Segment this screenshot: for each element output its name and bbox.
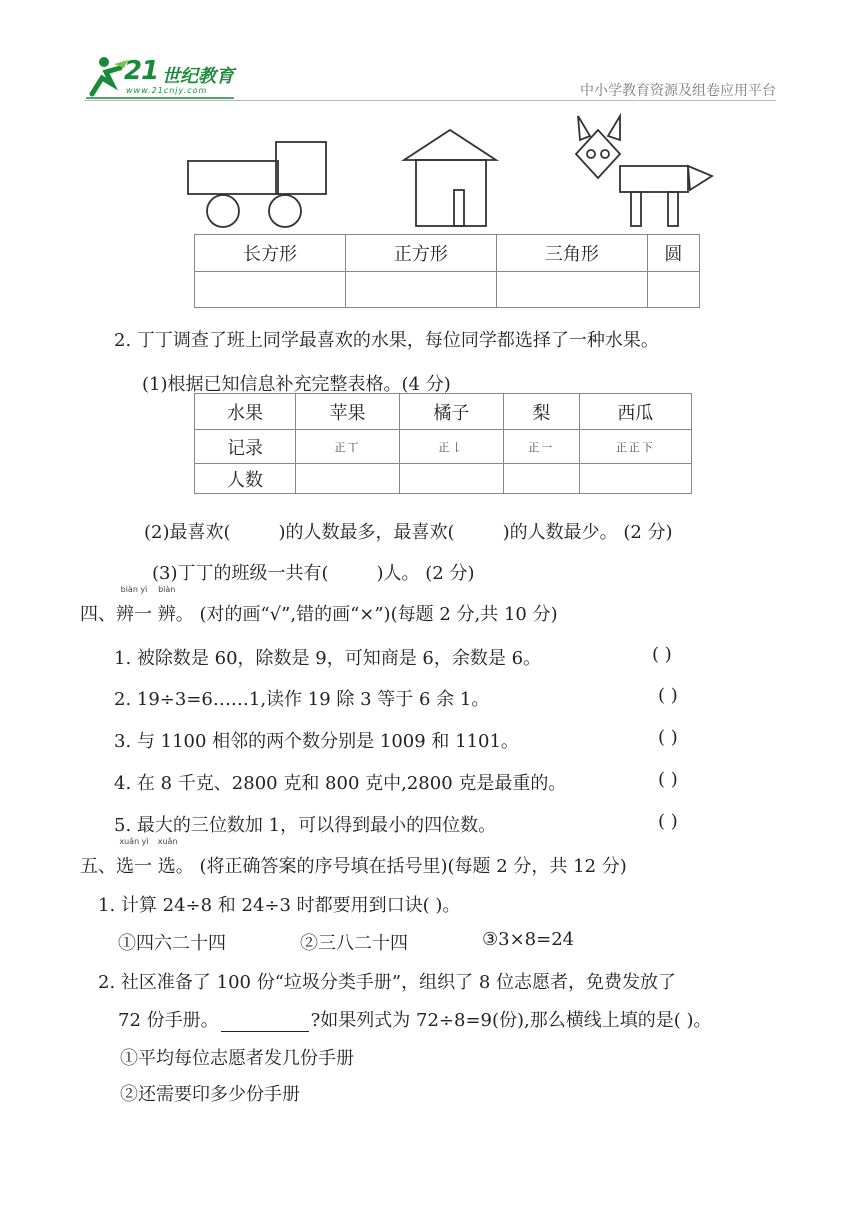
record-pear: 正一 <box>503 430 579 464</box>
header-circle: 圆 <box>647 235 699 272</box>
q2-title: 2. 丁丁调查了班上同学最喜欢的水果，每位同学都选择了一种水果。 <box>114 330 659 351</box>
shapes-count-table <box>194 234 700 308</box>
fruit-table <box>194 393 692 494</box>
section4-pinyin1: biàn yì <box>120 585 148 594</box>
record-orange: 正𠄌 <box>399 430 503 464</box>
logo-number: 21 <box>124 56 159 86</box>
answer-cell-rectangle[interactable] <box>195 272 346 308</box>
choice-q2-line1: 2. 社区准备了 100 份“垃圾分类手册”，组织了 8 位志愿者，免费发放了 <box>98 972 676 993</box>
judge-item-4: 4. 在 8 千克、2800 克和 800 克中,2800 克是最重的。 <box>114 773 567 794</box>
animal-drawing <box>576 116 712 226</box>
section4-pinyin2: biàn <box>158 585 176 594</box>
fruit-pear: 梨 <box>503 394 579 430</box>
choice-q2-line2: 72 份手册。 ?如果列式为 72÷8=9(份),那么横线上填的是( )。 <box>118 1010 712 1031</box>
section5-pinyin1: xuǎn yì <box>119 837 149 846</box>
fruit-col-header: 水果 <box>195 394 296 430</box>
judge-answer-4[interactable]: ( ) <box>658 769 678 790</box>
count-row-header: 人数 <box>195 464 296 494</box>
judge-item-3: 3. 与 1100 相邻的两个数分别是 1009 和 1101。 <box>114 731 519 752</box>
choice-q1-option-3[interactable]: ③3×8=24 <box>482 929 575 950</box>
header-platform-name: 中小学教育资源及组卷应用平台 <box>580 83 776 99</box>
count-pear[interactable] <box>503 464 579 494</box>
house-drawing <box>404 130 496 226</box>
choice-q1: 1. 计算 24÷8 和 24÷3 时都要用到口诀( )。 <box>98 895 461 916</box>
judge-item-1: 1. 被除数是 60，除数是 9，可知商是 6，余数是 6。 <box>114 648 542 669</box>
choice-q1-option-2[interactable]: ②三八二十四 <box>300 933 408 954</box>
choice-q2-option-1[interactable]: ①平均每位志愿者发几份手册 <box>120 1048 354 1069</box>
question-blank-line[interactable] <box>221 1013 309 1032</box>
count-watermelon[interactable] <box>579 464 691 494</box>
count-orange[interactable] <box>399 464 503 494</box>
record-row-header: 记录 <box>195 430 296 464</box>
record-watermelon: 正正下 <box>579 430 691 464</box>
q2-sub3: (3)丁丁的班级一共有( )人。 (2 分) <box>152 563 475 584</box>
section5-pinyin2: xuǎn <box>157 837 178 846</box>
q2-sub1: (1)根据已知信息补充完整表格。(4 分) <box>142 374 451 395</box>
q2-sub2: (2)最喜欢( )的人数最多，最喜欢( )的人数最少。 (2 分) <box>144 522 673 543</box>
section4-heading: 四、 biàn yì 辨一 biàn 辨。 (对的画“√”,错的画“×”)(每题 2 分,共 10 分) <box>80 585 558 625</box>
choice-q2-option-2[interactable]: ②还需要印多少份手册 <box>120 1084 300 1105</box>
logo-text: 世纪教育 <box>162 66 234 87</box>
judge-answer-2[interactable]: ( ) <box>658 685 678 706</box>
truck-drawing <box>188 142 326 227</box>
answer-cell-circle[interactable] <box>647 272 699 308</box>
logo-url: www.21cnjy.com <box>126 86 208 95</box>
fruit-orange: 橘子 <box>399 394 503 430</box>
judge-answer-5[interactable]: ( ) <box>658 811 678 832</box>
judge-item-2: 2. 19÷3=6……1,读作 19 除 3 等于 6 余 1。 <box>114 689 490 710</box>
judge-answer-1[interactable]: ( ) <box>652 644 672 665</box>
fruit-apple: 苹果 <box>296 394 400 430</box>
answer-cell-square[interactable] <box>345 272 496 308</box>
header-divider <box>84 100 776 101</box>
shape-drawings <box>180 106 720 232</box>
record-apple: 正丅 <box>296 430 400 464</box>
header-rectangle: 长方形 <box>195 235 346 272</box>
header-triangle: 三角形 <box>496 235 647 272</box>
choice-q1-option-1[interactable]: ①四六二十四 <box>118 933 226 954</box>
header-square: 正方形 <box>345 235 496 272</box>
count-apple[interactable] <box>296 464 400 494</box>
answer-cell-triangle[interactable] <box>496 272 647 308</box>
section5-heading: 五、 xuǎn yì 选一 xuǎn 选。 (将正确答案的序号填在括号里)(每题 2 分，共 12 分) <box>80 837 627 877</box>
judge-item-5: 5. 最大的三位数加 1，可以得到最小的四位数。 <box>114 815 497 836</box>
fruit-watermelon: 西瓜 <box>579 394 691 430</box>
judge-answer-3[interactable]: ( ) <box>658 727 678 748</box>
